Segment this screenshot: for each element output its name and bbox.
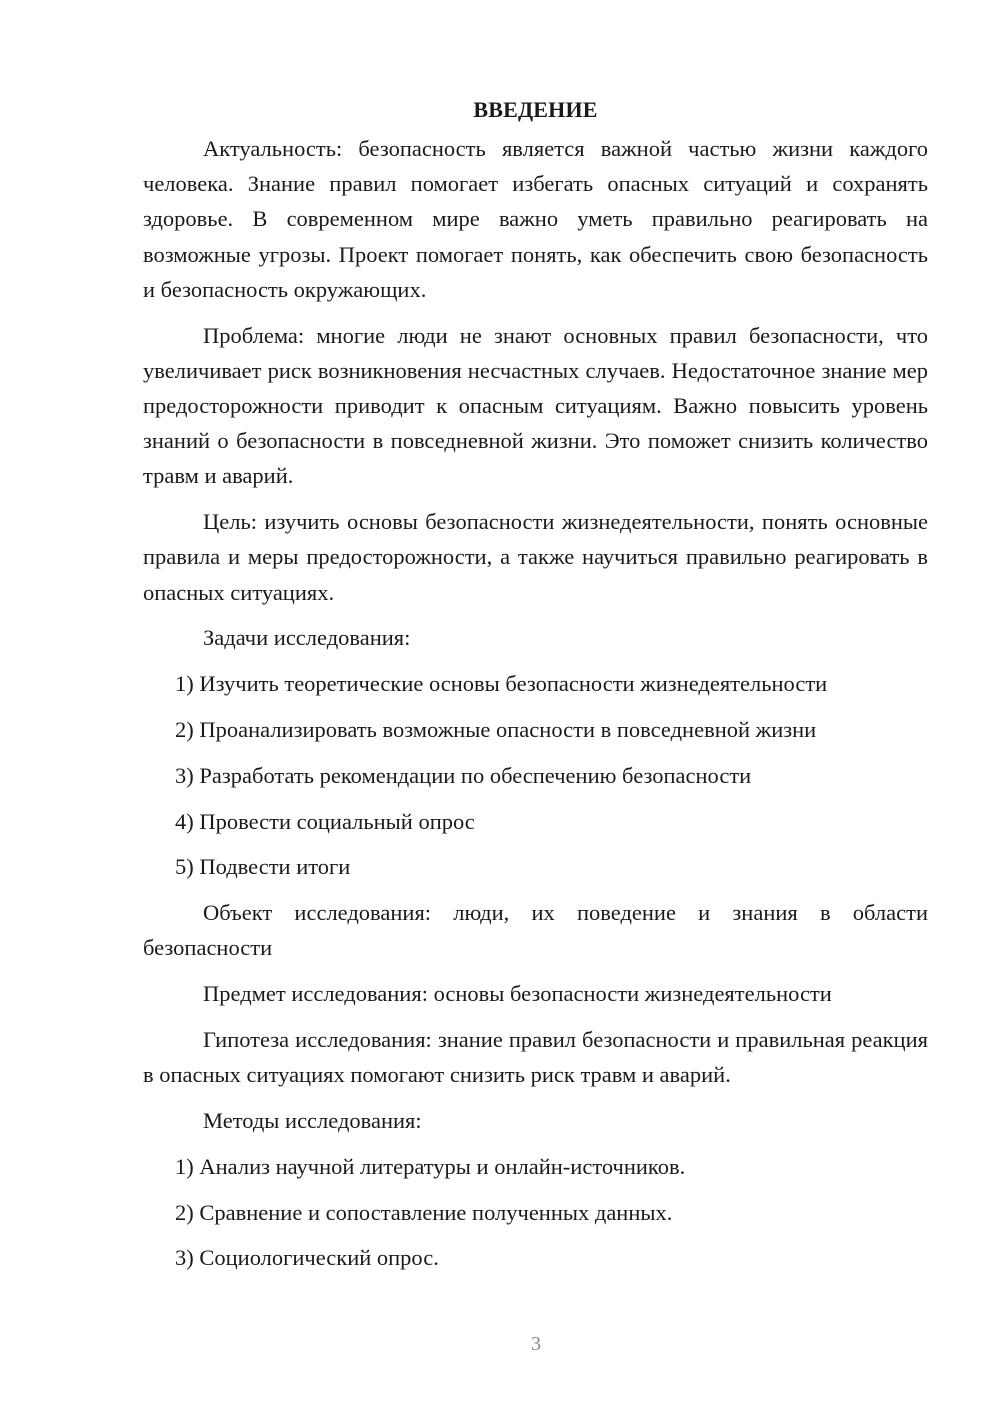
hypothesis-paragraph: Гипотеза исследования: знание правил безопасности и правильная реакция в опасных ситуациях помогают снизить риск травм и аварий. bbox=[143, 1027, 928, 1088]
subject-paragraph: Предмет исследования: основы безопасности жизнедеятельности bbox=[203, 981, 832, 1007]
tasks-list bbox=[143, 666, 928, 884]
problem-paragraph: Проблема: многие люди не знают основных правил безопасности, что увеличивает риск возникновения несчастных случаев. Недостаточное знание мер предосторожности приводит к опасным ситуациям. Важно повысить уровень знаний о безопасности в повседневной жизни. Это поможет снизить количество травм и аварий. bbox=[143, 322, 928, 489]
list-item: 3) Социологический опрос. bbox=[175, 1245, 439, 1271]
page-number: 3 bbox=[531, 1333, 541, 1355]
list-item: 2) Сравнение и сопоставление полученных данных. bbox=[175, 1199, 673, 1225]
methods-label: Методы исследования: bbox=[203, 1108, 422, 1133]
document-page bbox=[143, 92, 928, 1286]
list-item: 3) Разработать рекомендации по обеспечению безопасности bbox=[175, 762, 752, 788]
tasks-label: Задачи исследования: bbox=[203, 625, 411, 651]
list-item: 2) Проанализировать возможные опасности в повседневной жизни bbox=[175, 717, 817, 743]
goal-paragraph: Цель: изучить основы безопасности жизнедеятельности, понять основные правила и меры предосторожности, а также научиться правильно реагировать в опасных ситуациях. bbox=[143, 509, 928, 605]
list-item: 1) Изучить теоретические основы безопасности жизнедеятельности bbox=[175, 671, 828, 697]
list-item: 5) Подвести итоги bbox=[175, 854, 351, 880]
relevance-paragraph: Актуальность: безопасность является важной частью жизни каждого человека. Знание правил помогает избегать опасных ситуаций и сохранять здоровье. В современном мире важно уметь правильно реагировать на возможные угрозы. Проект помогает понять, как обеспечить свою безопасность и безопасность окружающих. bbox=[143, 136, 928, 302]
methods-list bbox=[143, 1149, 928, 1276]
object-paragraph: Объект исследования: люди, их поведение и знания в области безопасности bbox=[143, 900, 928, 961]
page-title: ВВЕДЕНИЕ bbox=[473, 97, 598, 122]
list-item: 1) Анализ научной литературы и онлайн-источников. bbox=[175, 1153, 686, 1179]
list-item: 4) Провести социальный опрос bbox=[175, 808, 475, 834]
